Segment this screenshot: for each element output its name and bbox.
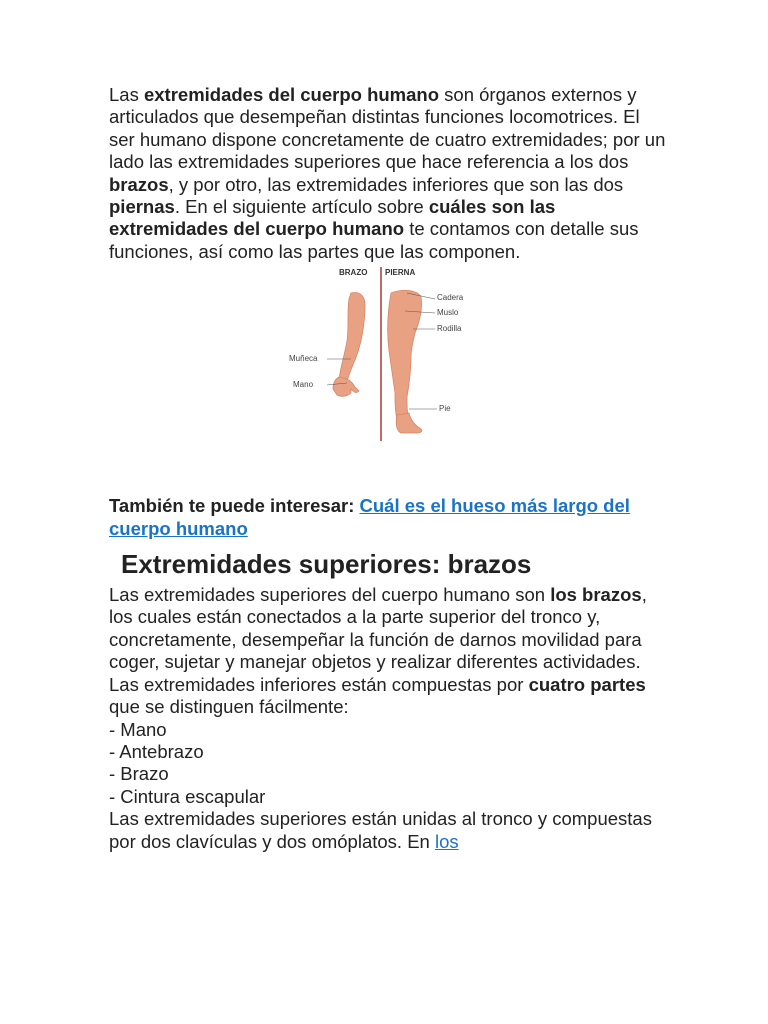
list-item: - Brazo bbox=[109, 763, 169, 785]
section-text: , los cuales están conectados a la parte superior del tronco y, concretamente, desempeñar la función de darnos movilidad para coger, sujetar y manejar objetos y realizar diferentes actividades. Las extremidades inferiores están compuestas por bbox=[109, 584, 647, 695]
section-text: Las extremidades superiores del cuerpo humano son bbox=[109, 584, 551, 606]
limbs-diagram bbox=[289, 265, 489, 443]
list-item: - Cintura escapular bbox=[109, 785, 266, 807]
leg-header: PIERNA bbox=[385, 268, 416, 278]
parts-list bbox=[109, 719, 669, 809]
related-article bbox=[109, 495, 669, 540]
intro-text: , y por otro, las extremidades inferiores que son las dos bbox=[168, 173, 624, 195]
list-item: - Antebrazo bbox=[109, 740, 204, 762]
intro-bold-term: extremidades del cuerpo humano bbox=[143, 84, 440, 105]
section-text: que se distinguen fácilmente: bbox=[109, 696, 349, 718]
label-mano: Mano bbox=[293, 380, 314, 390]
closing-link[interactable]: los bbox=[434, 830, 459, 852]
closing-text: Las extremidades superiores están unidas al tronco y compuestas por dos clavículas y dos omóplatos. En bbox=[109, 808, 652, 852]
arm-shape bbox=[339, 293, 365, 382]
related-link[interactable]: Cuál es el hueso más largo del cuerpo humano bbox=[109, 495, 630, 539]
leg-shape bbox=[388, 291, 422, 420]
section-bold-term: los brazos bbox=[550, 584, 642, 606]
list-item: - Mano bbox=[109, 718, 167, 740]
label-muneca: Muñeca bbox=[289, 354, 318, 364]
article-body bbox=[109, 84, 669, 853]
section-bold-term: cuatro partes bbox=[528, 673, 646, 695]
intro-bold-term: piernas bbox=[109, 196, 175, 218]
intro-text: Las bbox=[109, 84, 144, 105]
hand-shape bbox=[333, 377, 359, 396]
label-rodilla: Rodilla bbox=[437, 324, 462, 334]
intro-text: . En el siguiente artículo sobre bbox=[174, 196, 429, 218]
arm-header: BRAZO bbox=[339, 268, 368, 278]
intro-paragraph bbox=[109, 84, 669, 263]
closing-paragraph bbox=[109, 808, 669, 853]
label-cadera: Cadera bbox=[437, 293, 464, 303]
intro-text: te contamos con detalle sus funciones, así como las partes que las componen. bbox=[109, 218, 639, 262]
limbs-illustration bbox=[289, 265, 489, 443]
label-pie: Pie bbox=[439, 404, 451, 414]
related-label: También te puede interesar: bbox=[109, 495, 355, 517]
section-heading: Extremidades superiores: brazos bbox=[121, 549, 532, 580]
foot-shape bbox=[396, 413, 422, 433]
label-muslo: Muslo bbox=[437, 308, 459, 318]
section-paragraph bbox=[109, 584, 669, 718]
intro-text: son órganos externos y articulados que desempeñan distintas funciones locomotrices. El ser humano dispone concretamente de cuatro extremidades; por un lado las extremidades superiores que hace referencia a los dos bbox=[109, 84, 666, 173]
intro-bold-term: brazos bbox=[109, 173, 169, 195]
intro-bold-term: cuáles son las extremidades del cuerpo humano bbox=[109, 196, 556, 240]
